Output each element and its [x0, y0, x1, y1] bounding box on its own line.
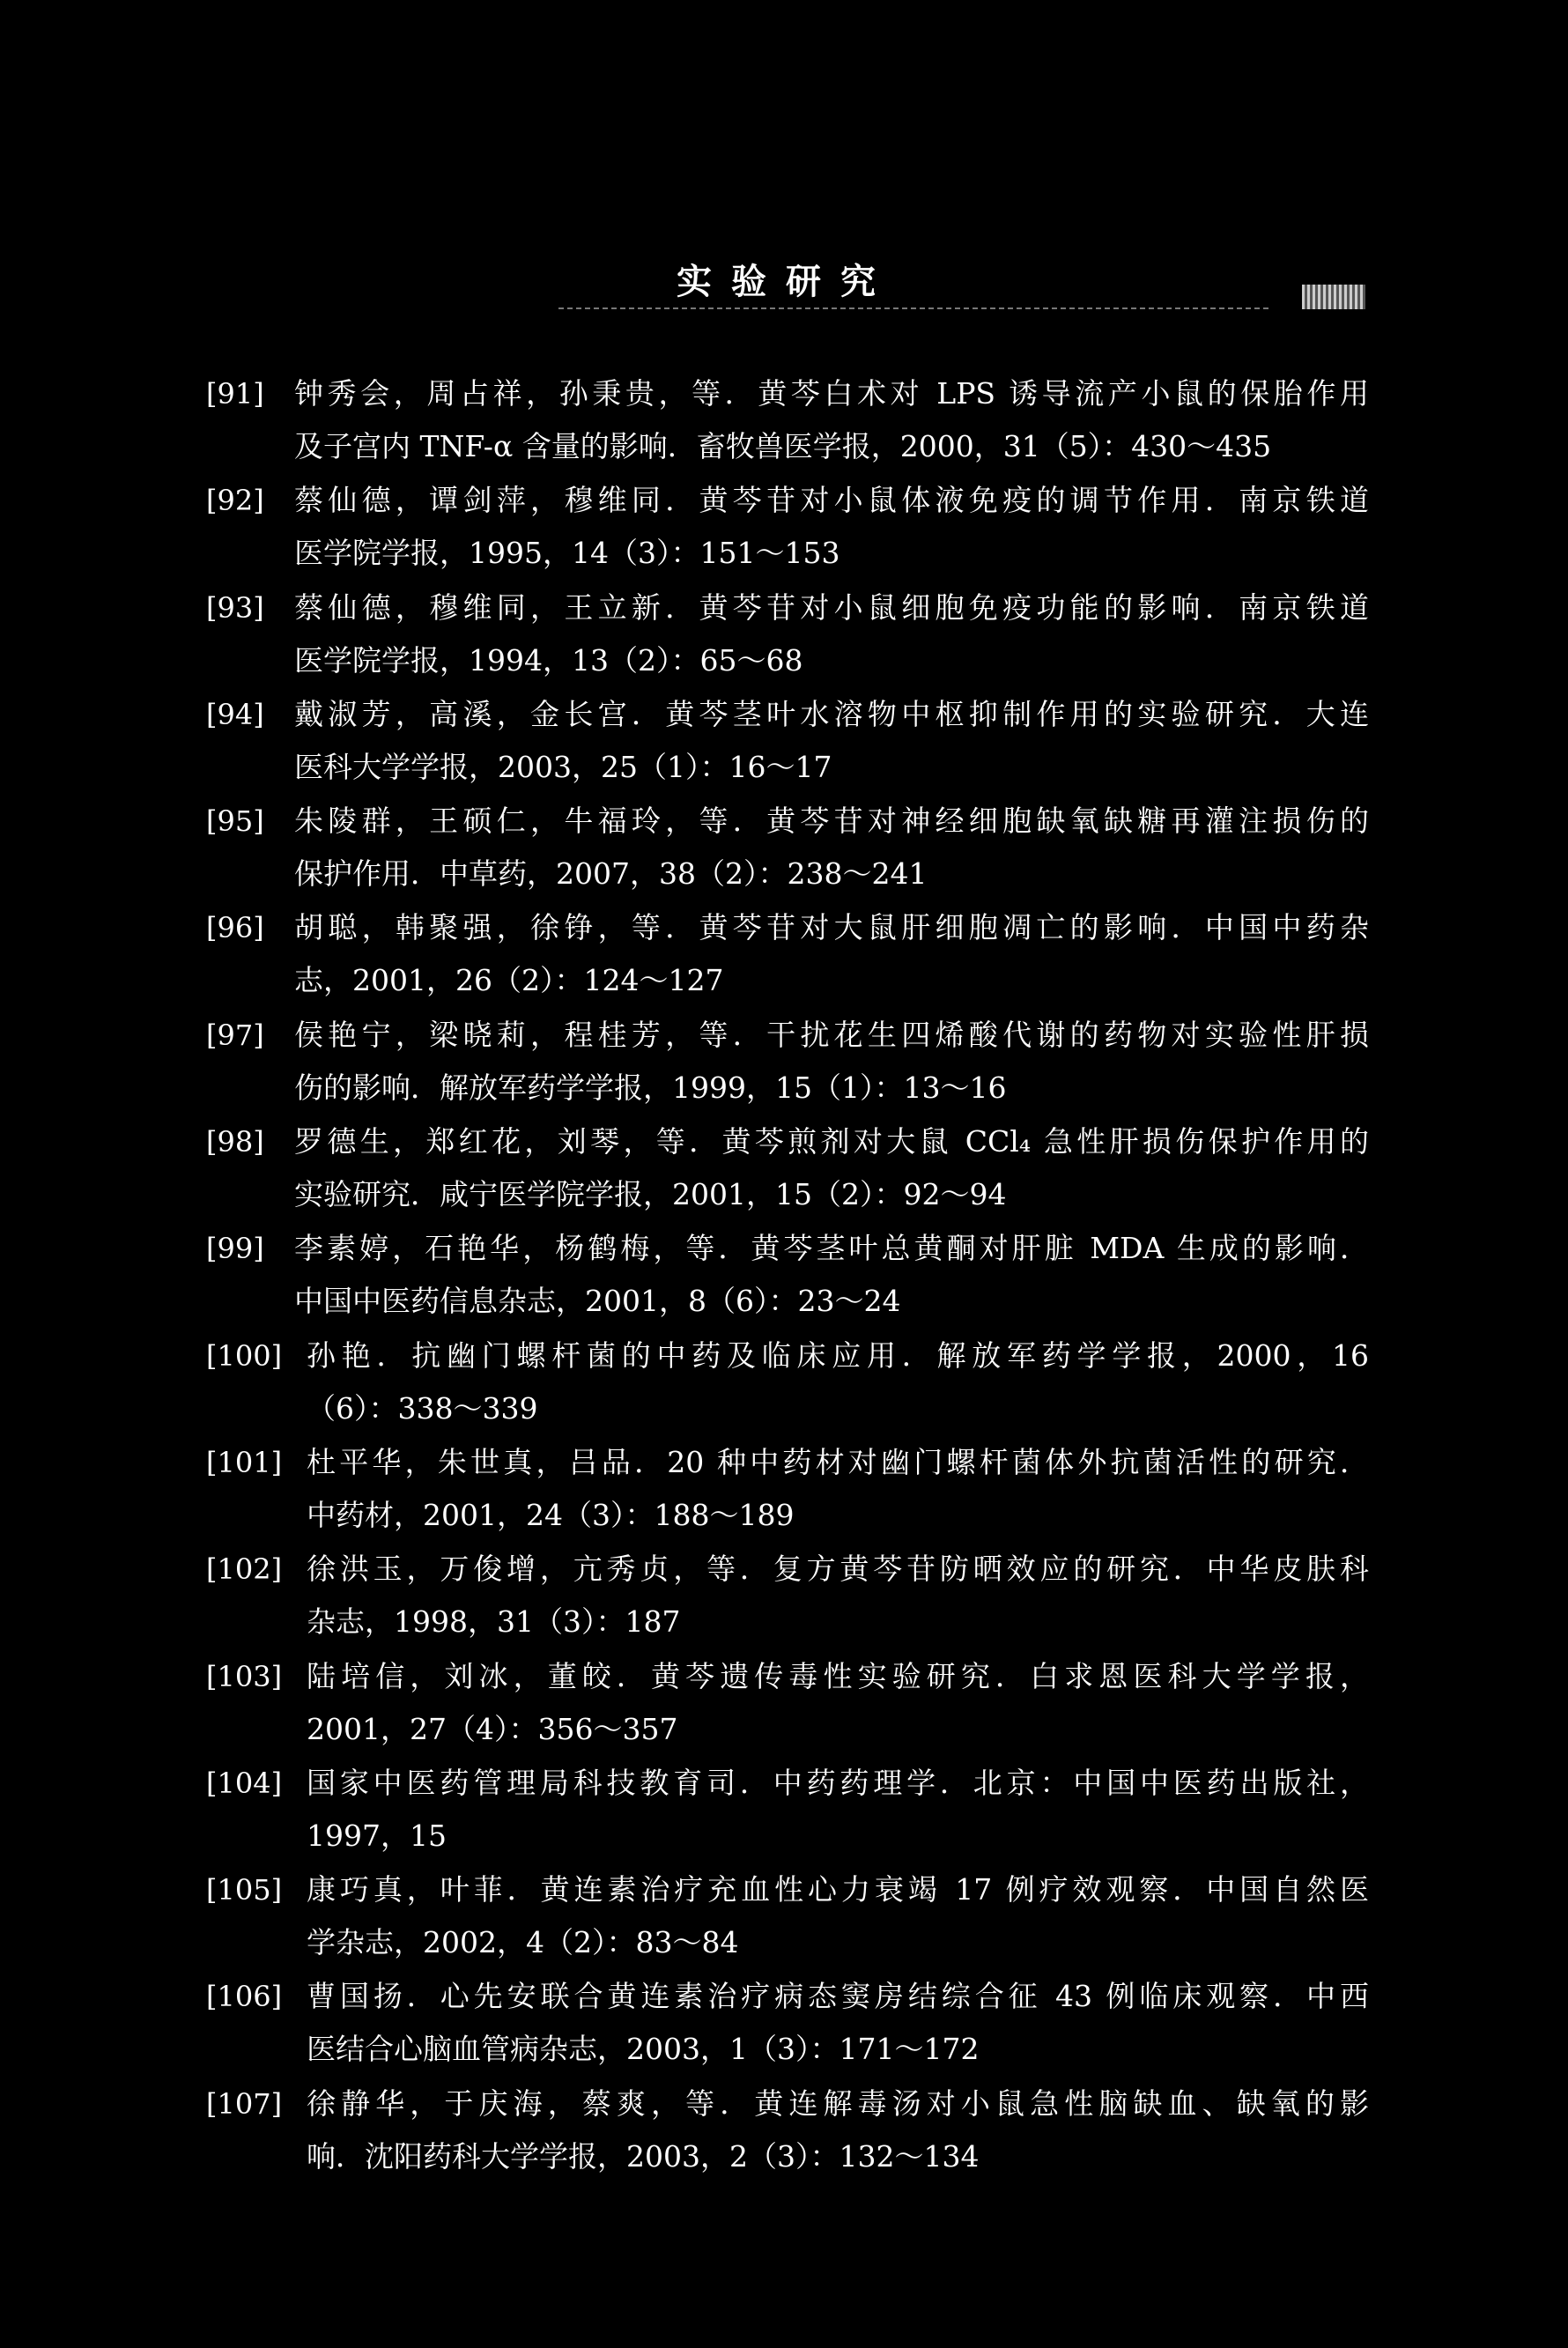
reference-item [206, 1223, 1369, 1330]
reference-text-cont: 保护作用．中草药，2007，38（2）：238～241 [294, 856, 928, 892]
reference-number: [107] [206, 2086, 283, 2121]
reference-item [206, 1971, 1369, 2078]
reference-text: 陆培信，刘冰，董皎．黄芩遗传毒性实验研究．白求恩医科大学学报， [307, 1658, 1369, 1693]
reference-text: 侯艳宁，梁晓莉，程桂芳，等．干扰花生四烯酸代谢的药物对实验性肝损 [294, 1017, 1369, 1052]
reference-text-cont: 中国中医药信息杂志，2001，8（6）：23～24 [294, 1284, 901, 1319]
reference-item [206, 2078, 1369, 2185]
reference-text-cont: 伤的影响．解放军药学学报，1999，15（1）：13～16 [294, 1070, 1007, 1105]
section-title: 实验研究 [677, 261, 895, 302]
reference-number: [99] [206, 1232, 264, 1266]
reference-item [206, 1437, 1369, 1544]
reference-number: [106] [206, 1980, 283, 2014]
reference-text-cont: 响．沈阳药科大学学报，2003，2（3）：132～134 [307, 2138, 980, 2174]
reference-text: 杜平华，朱世真，吕品．20 种中药材对幽门螺杆菌体外抗菌活性的研究． [307, 1444, 1369, 1479]
reference-item [206, 1758, 1369, 1864]
reference-number: [101] [206, 1445, 283, 1479]
reference-text: 孙艳．抗幽门螺杆菌的中药及临床应用．解放军药学学报，2000，16 [307, 1337, 1369, 1373]
reference-text: 蔡仙德，谭剑萍，穆维同．黄芩苷对小鼠体液免疫的调节作用．南京铁道 [294, 483, 1369, 518]
reference-text-cont: （6）：338～339 [307, 1390, 538, 1426]
reference-number: [91] [206, 377, 264, 411]
reference-text-cont: 医学院学报，1995，14（3）：151～153 [294, 536, 840, 571]
reference-item [206, 1864, 1369, 1971]
reference-text-cont: 医结合心脑血管病杂志，2003，1（3）：171～172 [307, 2032, 980, 2067]
reference-text: 康巧真，叶菲．黄连素治疗充血性心力衰竭 17 例疗效观察．中国自然医 [307, 1872, 1369, 1907]
reference-item [206, 1010, 1369, 1116]
reference-item [206, 902, 1369, 1009]
reference-text: 胡聪，韩聚强，徐铮，等．黄芩苷对大鼠肝细胞凋亡的影响．中国中药杂 [294, 910, 1369, 945]
reference-text-cont: 2001，27（4）：356～357 [307, 1711, 678, 1746]
reference-text-cont: 及子宫内 TNF-α 含量的影响．畜牧兽医学报，2000，31（5）：430～435 [294, 429, 1272, 463]
reference-item [206, 475, 1369, 581]
reference-number: [104] [206, 1766, 283, 1800]
reference-text-cont: 学杂志，2002，4（2）：83～84 [307, 1925, 739, 1960]
reference-item [206, 368, 1369, 475]
reference-number: [103] [206, 1659, 283, 1693]
reference-item [206, 689, 1369, 796]
reference-text: 徐洪玉，万俊增，亢秀贞，等．复方黄芩苷防晒效应的研究．中华皮肤科 [307, 1552, 1369, 1587]
reference-number: [95] [206, 804, 264, 839]
reference-text-cont: 医科大学学报，2003，25（1）：16～17 [294, 749, 832, 784]
reference-number: [100] [206, 1338, 283, 1373]
reference-item [206, 582, 1369, 689]
reference-number: [105] [206, 1873, 283, 1907]
reference-number: [94] [206, 697, 264, 731]
reference-text-cont: 志，2001，26（2）：124～127 [294, 963, 724, 998]
reference-item [206, 1330, 1369, 1437]
reference-text: 国家中医药管理局科技教育司．中药药理学．北京：中国中医药出版社， [307, 1765, 1369, 1800]
reference-text: 李素婷，石艳华，杨鹤梅，等．黄芩茎叶总黄酮对肝脏 MDA 生成的影响． [294, 1231, 1369, 1266]
reference-text-cont: 医学院学报，1994，13（2）：65～68 [294, 642, 803, 678]
reference-item [206, 1651, 1369, 1758]
reference-number: [102] [206, 1552, 283, 1587]
reference-number: [98] [206, 1125, 264, 1159]
reference-text: 朱陵群，王硕仁，牛福玲，等．黄芩苷对神经细胞缺氧缺糖再灌注损伤的 [294, 804, 1369, 839]
reference-text-cont: 实验研究．咸宁医学院学报，2001，15（2）：92～94 [294, 1177, 1007, 1212]
reference-number: [97] [206, 1018, 264, 1052]
reference-item [206, 1544, 1369, 1650]
page-header [206, 260, 1365, 313]
reference-item [206, 1116, 1369, 1223]
reference-text: 蔡仙德，穆维同，王立新．黄芩苷对小鼠细胞免疫功能的影响．南京铁道 [294, 589, 1369, 625]
reference-number: [92] [206, 484, 264, 518]
reference-number: [96] [206, 911, 264, 945]
reference-text: 徐静华，于庆海，蔡爽，等．黄连解毒汤对小鼠急性脑缺血、缺氧的影 [307, 2085, 1369, 2121]
reference-text-cont: 1997，15 [307, 1818, 447, 1853]
reference-number: [93] [206, 590, 264, 625]
reference-text: 罗德生，郑红花，刘琴，等．黄芩煎剂对大鼠 CCl₄ 急性肝损伤保护作用的 [294, 1124, 1369, 1159]
header-corner-mark [1302, 285, 1365, 309]
reference-item [206, 796, 1369, 902]
reference-text: 曹国扬．心先安联合黄连素治疗病态窦房结综合征 43 例临床观察．中西 [307, 1979, 1369, 2014]
reference-text-cont: 中药材，2001，24（3）：188～189 [307, 1497, 795, 1532]
reference-text: 钟秀会，周占祥，孙秉贵，等．黄芩白术对 LPS 诱导流产小鼠的保胎作用 [294, 376, 1369, 411]
reference-text: 戴淑芳，高溪，金长宫．黄芩茎叶水溶物中枢抑制作用的实验研究．大连 [294, 696, 1369, 731]
reference-text-cont: 杂志，1998，31（3）：187 [307, 1604, 681, 1640]
header-rule [558, 307, 1268, 309]
reference-list [206, 368, 1369, 2185]
